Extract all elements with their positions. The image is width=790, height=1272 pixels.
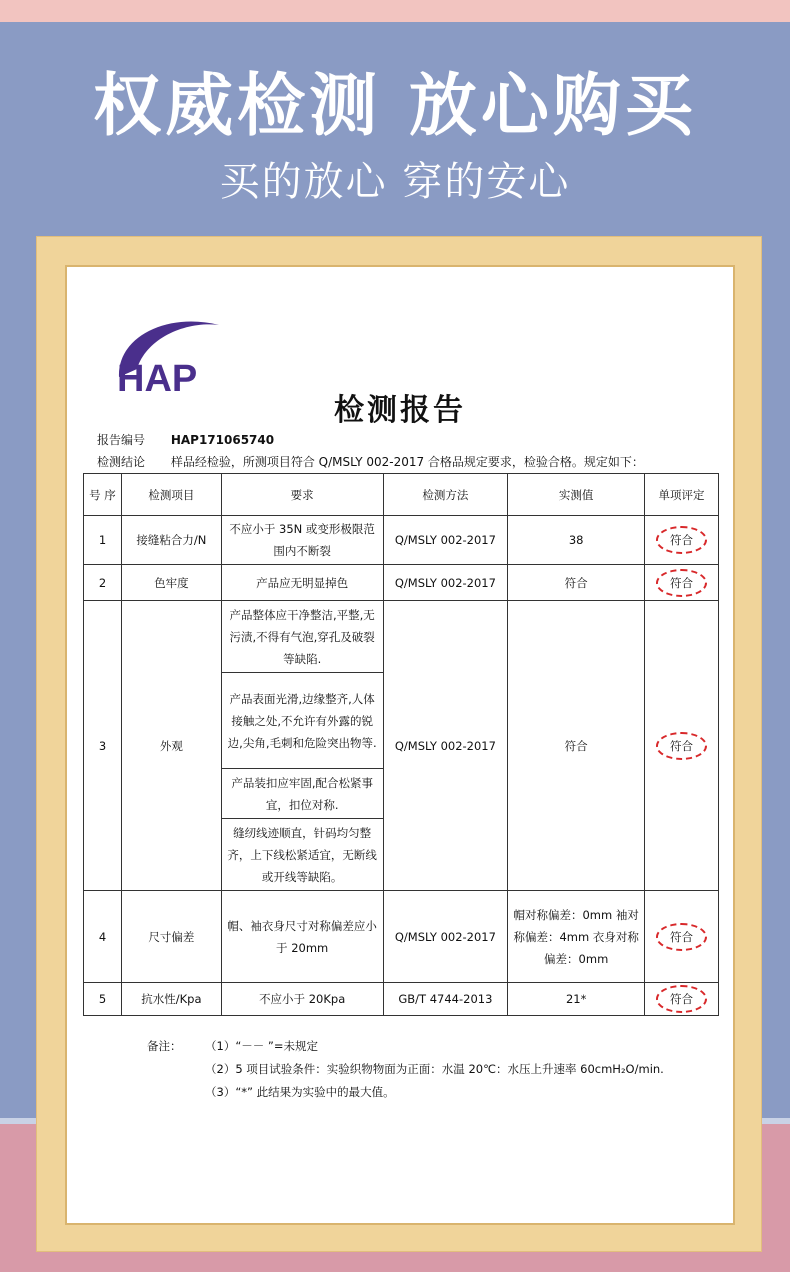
row-item: 色牢度 [121, 565, 221, 601]
header-requirement: 要求 [221, 474, 383, 516]
row-verdict-cell [645, 983, 719, 1016]
note-line [147, 1035, 664, 1058]
verdict-badge: 符合 [656, 923, 707, 951]
row-result: 38 [508, 516, 645, 565]
row-item: 外观 [121, 601, 221, 891]
row-method: Q/MSLY 002-2017 [383, 565, 508, 601]
row-result: 21* [508, 983, 645, 1016]
row-no: 4 [84, 891, 122, 983]
report-title: 检测报告 [334, 393, 466, 428]
table-row [84, 601, 719, 673]
row-requirement: 帽、袖衣身尺寸对称偏差应小于 20mm [221, 891, 383, 983]
report-number-label: 报告编号 [97, 433, 146, 447]
row-item: 抗水性/Kpa [121, 983, 221, 1016]
row-result: 帽对称偏差：0mm 袖对称偏差：4mm 衣身对称偏差：0mm [508, 891, 645, 983]
note-line: （2）5 项目试验条件：实验织物物面为正面：水温 20℃：水压上升速率 60cmH₂O/min. [205, 1062, 664, 1076]
verdict-badge: 符合 [656, 985, 707, 1013]
row-method: GB/T 4744-2013 [383, 983, 508, 1016]
conclusion-line [97, 453, 644, 470]
verdict-badge: 符合 [656, 569, 707, 597]
row-requirement: 产品表面光滑,边缘整齐,人体接触之处,不允许有外露的锐边,尖角,毛刺和危险突出物等. [221, 673, 383, 769]
row-verdict-cell [645, 891, 719, 983]
table-header-row [84, 474, 719, 516]
report-paper [67, 267, 733, 1223]
row-method: Q/MSLY 002-2017 [383, 891, 508, 983]
row-requirement: 不应小于 35N 或变形极限范围内不断裂 [221, 516, 383, 565]
row-result: 符合 [508, 601, 645, 891]
note-line: （3）“*” 此结果为实验中的最大值。 [205, 1085, 395, 1099]
logo-text: HAP [117, 358, 198, 399]
row-verdict-cell [645, 516, 719, 565]
wooden-frame [36, 236, 762, 1252]
conclusion-text: 样品经检验，所测项目符合 Q/MSLY 002-2017 合格品规定要求，检验合格。规定如下： [170, 455, 644, 469]
row-result: 符合 [508, 565, 645, 601]
report-number-line [97, 431, 274, 448]
row-method: Q/MSLY 002-2017 [383, 516, 508, 565]
verdict-badge: 符合 [656, 732, 707, 760]
row-method: Q/MSLY 002-2017 [383, 601, 508, 891]
header-no: 号 序 [84, 474, 122, 516]
top-strip [0, 0, 790, 22]
table-row [84, 983, 719, 1016]
notes-label: 备注： [147, 1039, 182, 1053]
row-item: 尺寸偏差 [121, 891, 221, 983]
row-requirement: 产品装扣应牢固,配合松紧事宜，扣位对称. [221, 769, 383, 819]
header-verdict: 单项评定 [645, 474, 719, 516]
row-verdict-cell [645, 601, 719, 891]
notes-block [147, 1035, 664, 1104]
test-results-table [83, 473, 719, 1016]
row-requirement: 不应小于 20Kpa [221, 983, 383, 1016]
row-no: 1 [84, 516, 122, 565]
row-no: 2 [84, 565, 122, 601]
conclusion-label: 检测结论 [97, 455, 146, 469]
header-method: 检测方法 [383, 474, 508, 516]
table-row [84, 891, 719, 983]
verdict-badge: 符合 [656, 526, 707, 554]
headline: 权威检测 放心购买 [93, 67, 697, 146]
row-requirement: 产品整体应干净整洁,平整,无污渍,不得有气泡,穿孔及破裂等缺陷. [221, 601, 383, 673]
row-requirement: 缝纫线迹顺直，针码均匀整齐，上下线松紧适宜，无断线或开线等缺陷。 [221, 819, 383, 891]
row-verdict-cell [645, 565, 719, 601]
note-item: （1）“－－ ”=未规定 [205, 1039, 319, 1053]
report-number-value: HAP171065740 [170, 433, 275, 447]
row-no: 5 [84, 983, 122, 1016]
row-no: 3 [84, 601, 122, 891]
header-item: 检测项目 [121, 474, 221, 516]
row-item: 接缝粘合力/N [121, 516, 221, 565]
table-row [84, 565, 719, 601]
subheadline: 买的放心 穿的安心 [219, 159, 571, 205]
header-result: 实测值 [508, 474, 645, 516]
row-requirement: 产品应无明显掉色 [221, 565, 383, 601]
table-row [84, 516, 719, 565]
